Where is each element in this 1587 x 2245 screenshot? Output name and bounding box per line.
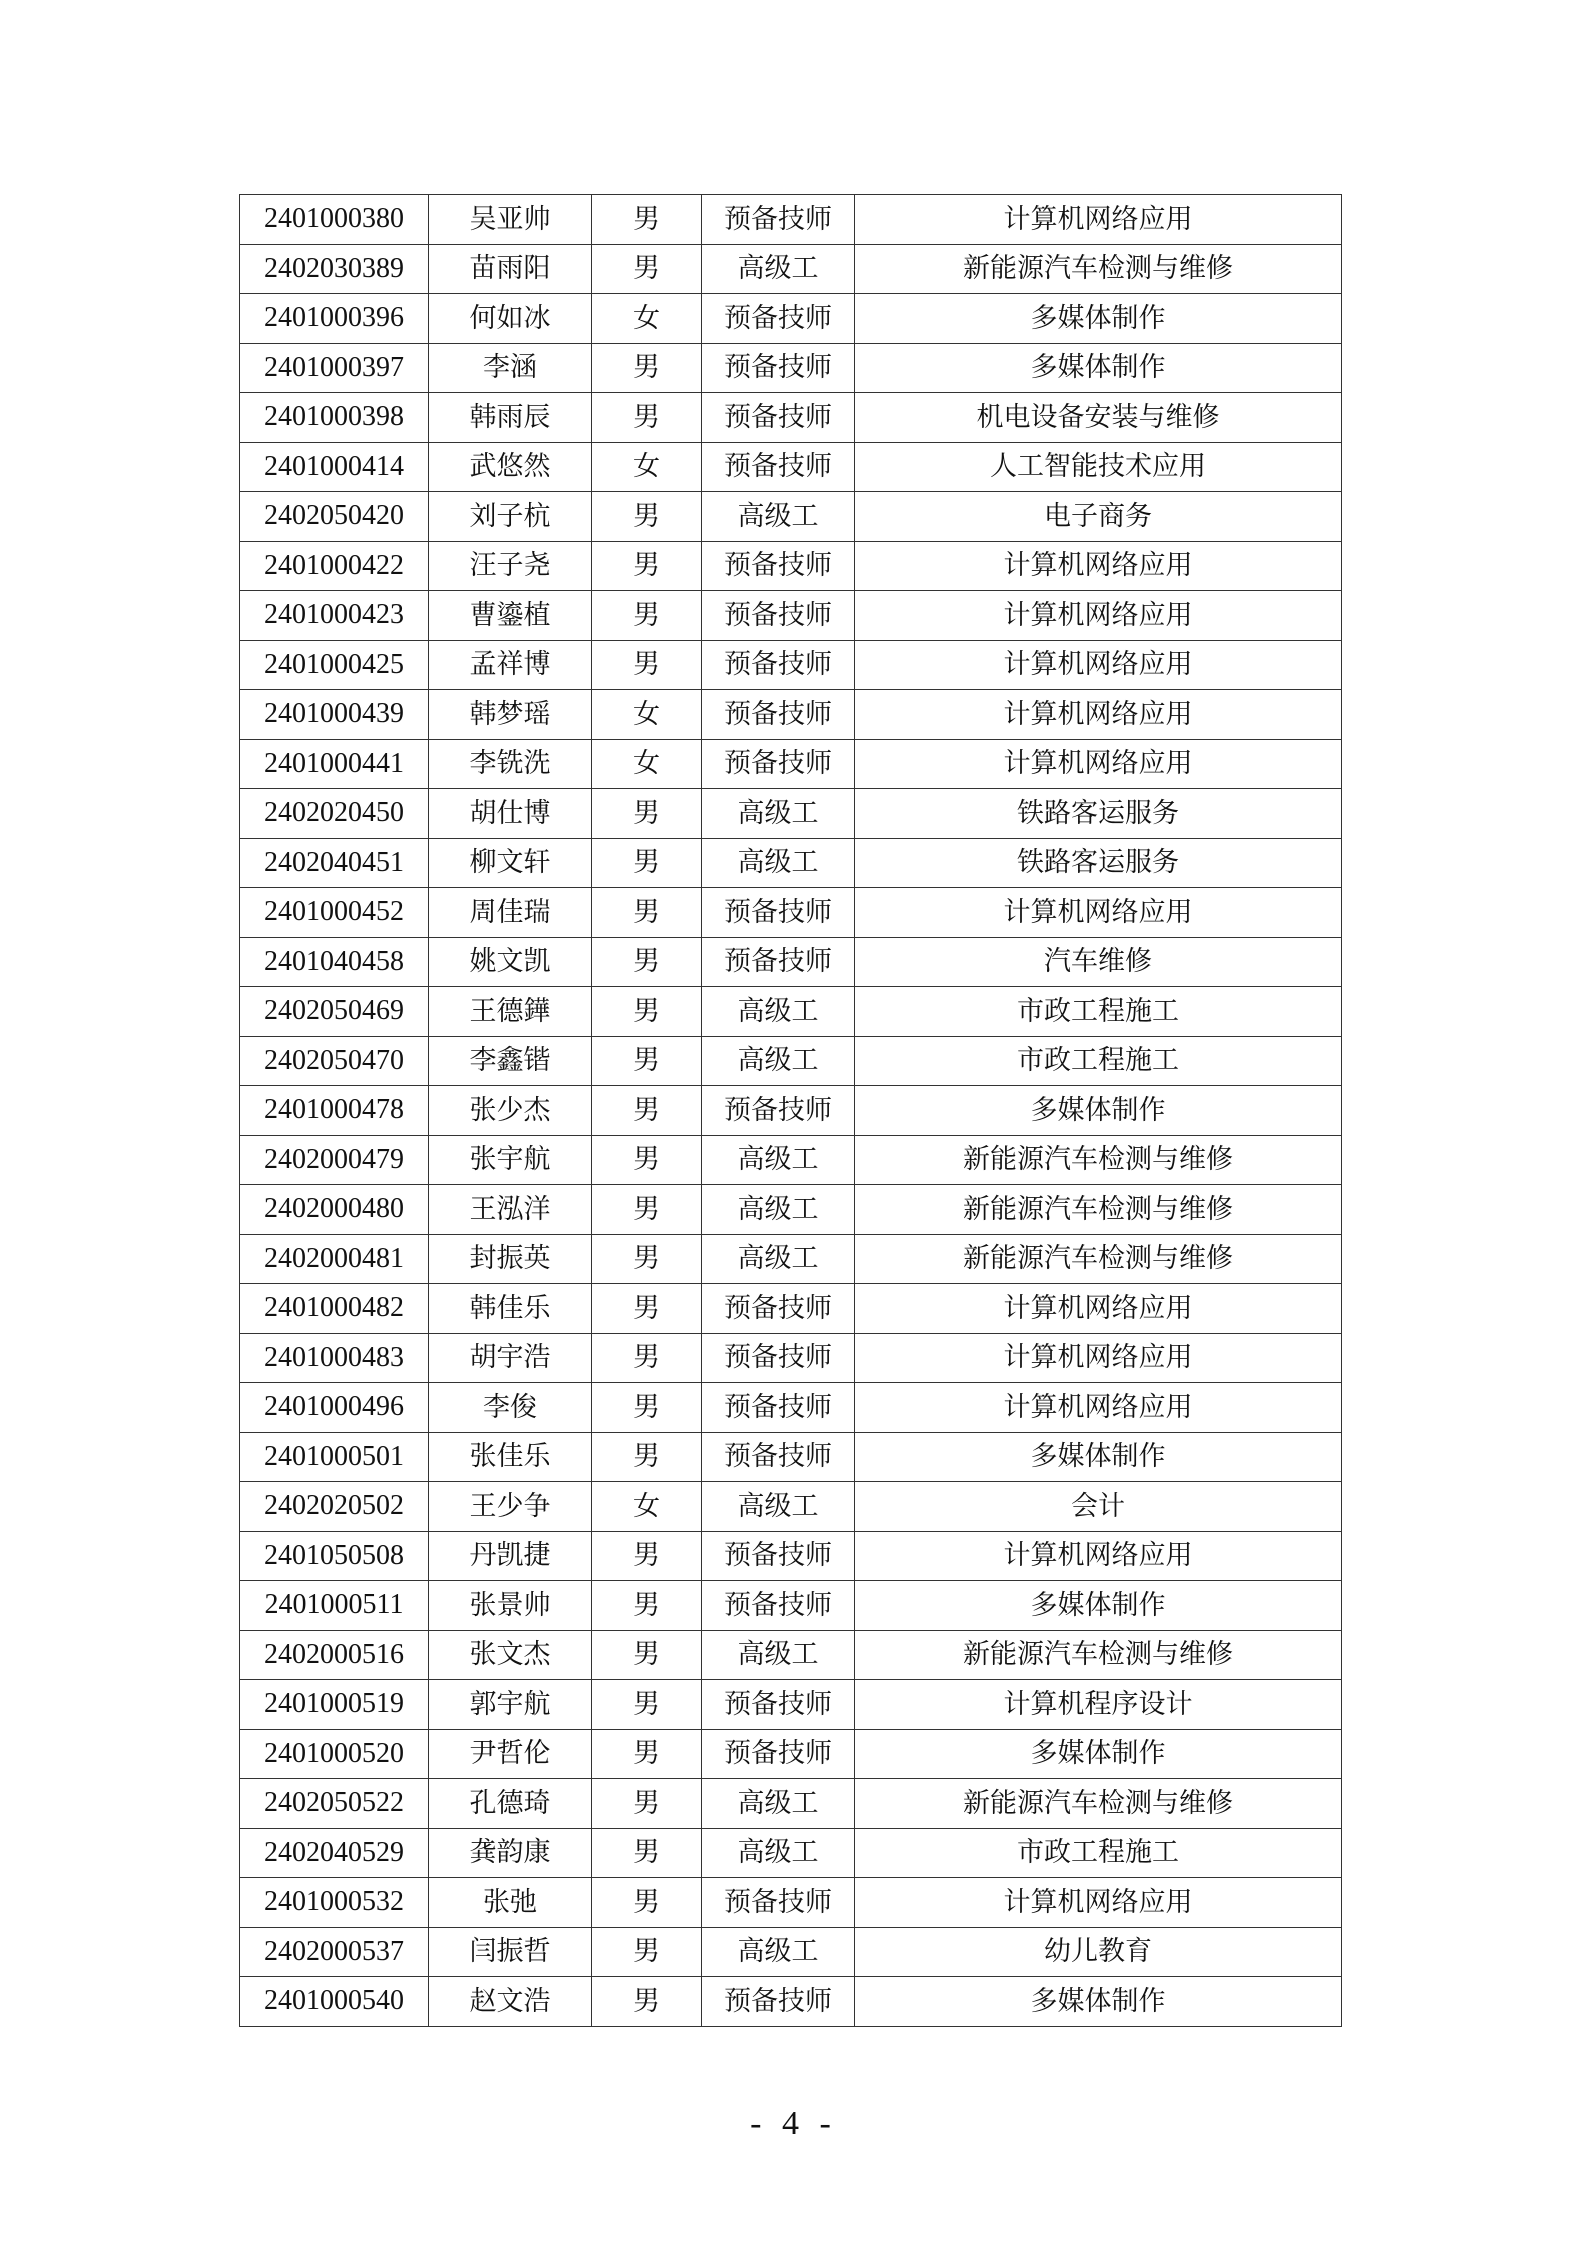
major-cell: 计算机程序设计: [855, 1680, 1342, 1730]
student-id-cell: 2402000481: [240, 1234, 429, 1284]
skill-level-cell: 预备技师: [702, 1729, 855, 1779]
gender-cell: 男: [592, 987, 702, 1037]
gender-cell: 男: [592, 1977, 702, 2027]
table-row: [240, 393, 1342, 443]
student-id-cell: 2401000397: [240, 343, 429, 393]
student-id-cell: 2401000380: [240, 195, 429, 245]
student-id-cell: 2401050508: [240, 1531, 429, 1581]
skill-level-cell: 预备技师: [702, 541, 855, 591]
table-row: [240, 1680, 1342, 1730]
student-name-cell: 李涵: [429, 343, 592, 393]
table-row: [240, 640, 1342, 690]
gender-cell: 男: [592, 1135, 702, 1185]
student-id-cell: 2401000452: [240, 888, 429, 938]
major-cell: 市政工程施工: [855, 1036, 1342, 1086]
major-cell: 多媒体制作: [855, 1729, 1342, 1779]
student-id-cell: 2402040451: [240, 838, 429, 888]
skill-level-cell: 高级工: [702, 1630, 855, 1680]
major-cell: 计算机网络应用: [855, 541, 1342, 591]
skill-level-cell: 预备技师: [702, 591, 855, 641]
student-id-cell: 2401000439: [240, 690, 429, 740]
table-row: [240, 739, 1342, 789]
student-name-cell: 苗雨阳: [429, 244, 592, 294]
table-row: [240, 1234, 1342, 1284]
student-name-cell: 张宇航: [429, 1135, 592, 1185]
major-cell: 计算机网络应用: [855, 1878, 1342, 1928]
major-cell: 计算机网络应用: [855, 690, 1342, 740]
skill-level-cell: 预备技师: [702, 640, 855, 690]
table-row: [240, 294, 1342, 344]
major-cell: 汽车维修: [855, 937, 1342, 987]
student-name-cell: 张文杰: [429, 1630, 592, 1680]
student-name-cell: 张弛: [429, 1878, 592, 1928]
major-cell: 新能源汽车检测与维修: [855, 1135, 1342, 1185]
student-id-cell: 2402000516: [240, 1630, 429, 1680]
student-name-cell: 王少争: [429, 1482, 592, 1532]
skill-level-cell: 预备技师: [702, 1680, 855, 1730]
skill-level-cell: 高级工: [702, 1828, 855, 1878]
gender-cell: 男: [592, 1234, 702, 1284]
major-cell: 铁路客运服务: [855, 838, 1342, 888]
student-id-cell: 2402030389: [240, 244, 429, 294]
table-row: [240, 1036, 1342, 1086]
gender-cell: 男: [592, 591, 702, 641]
table-row: [240, 1878, 1342, 1928]
student-id-cell: 2402050420: [240, 492, 429, 542]
skill-level-cell: 高级工: [702, 1482, 855, 1532]
student-id-cell: 2401000519: [240, 1680, 429, 1730]
student-id-cell: 2402040529: [240, 1828, 429, 1878]
student-id-cell: 2401000532: [240, 1878, 429, 1928]
student-name-cell: 孟祥博: [429, 640, 592, 690]
major-cell: 计算机网络应用: [855, 1284, 1342, 1334]
major-cell: 多媒体制作: [855, 1977, 1342, 2027]
skill-level-cell: 预备技师: [702, 343, 855, 393]
gender-cell: 男: [592, 1581, 702, 1631]
table-row: [240, 888, 1342, 938]
gender-cell: 男: [592, 1036, 702, 1086]
skill-level-cell: 预备技师: [702, 1086, 855, 1136]
student-id-cell: 2401000496: [240, 1383, 429, 1433]
table-row: [240, 1779, 1342, 1829]
skill-level-cell: 预备技师: [702, 1383, 855, 1433]
student-name-cell: 尹哲伦: [429, 1729, 592, 1779]
gender-cell: 女: [592, 1482, 702, 1532]
student-name-cell: 李铣洗: [429, 739, 592, 789]
table-row: [240, 195, 1342, 245]
skill-level-cell: 预备技师: [702, 1333, 855, 1383]
gender-cell: 男: [592, 838, 702, 888]
gender-cell: 男: [592, 1729, 702, 1779]
gender-cell: 男: [592, 492, 702, 542]
student-name-cell: 武悠然: [429, 442, 592, 492]
table-row: [240, 1828, 1342, 1878]
gender-cell: 女: [592, 294, 702, 344]
major-cell: 电子商务: [855, 492, 1342, 542]
student-id-cell: 2401000483: [240, 1333, 429, 1383]
student-id-cell: 2401000482: [240, 1284, 429, 1334]
student-id-cell: 2401000511: [240, 1581, 429, 1631]
skill-level-cell: 高级工: [702, 1036, 855, 1086]
major-cell: 新能源汽车检测与维修: [855, 1185, 1342, 1235]
student-name-cell: 赵文浩: [429, 1977, 592, 2027]
gender-cell: 男: [592, 393, 702, 443]
student-id-cell: 2401000422: [240, 541, 429, 591]
major-cell: 机电设备安装与维修: [855, 393, 1342, 443]
student-id-cell: 2401000520: [240, 1729, 429, 1779]
student-name-cell: 闫振哲: [429, 1927, 592, 1977]
gender-cell: 男: [592, 1680, 702, 1730]
gender-cell: 男: [592, 1333, 702, 1383]
student-id-cell: 2402020450: [240, 789, 429, 839]
skill-level-cell: 高级工: [702, 1135, 855, 1185]
major-cell: 铁路客运服务: [855, 789, 1342, 839]
student-name-cell: 汪子尧: [429, 541, 592, 591]
student-name-cell: 龚韵康: [429, 1828, 592, 1878]
major-cell: 市政工程施工: [855, 1828, 1342, 1878]
student-id-cell: 2402020502: [240, 1482, 429, 1532]
table-row: [240, 1977, 1342, 2027]
student-name-cell: 韩雨辰: [429, 393, 592, 443]
student-name-cell: 孔德琦: [429, 1779, 592, 1829]
student-id-cell: 2402050470: [240, 1036, 429, 1086]
major-cell: 计算机网络应用: [855, 195, 1342, 245]
skill-level-cell: 高级工: [702, 492, 855, 542]
skill-level-cell: 预备技师: [702, 739, 855, 789]
table-row: [240, 1185, 1342, 1235]
student-name-cell: 张景帅: [429, 1581, 592, 1631]
student-name-cell: 李俊: [429, 1383, 592, 1433]
table-row: [240, 591, 1342, 641]
student-id-cell: 2401000478: [240, 1086, 429, 1136]
gender-cell: 女: [592, 690, 702, 740]
table-row: [240, 1630, 1342, 1680]
gender-cell: 男: [592, 1779, 702, 1829]
student-id-cell: 2401000398: [240, 393, 429, 443]
student-id-cell: 2402000479: [240, 1135, 429, 1185]
major-cell: 计算机网络应用: [855, 1383, 1342, 1433]
skill-level-cell: 高级工: [702, 1779, 855, 1829]
major-cell: 新能源汽车检测与维修: [855, 1779, 1342, 1829]
student-id-cell: 2401000414: [240, 442, 429, 492]
skill-level-cell: 预备技师: [702, 294, 855, 344]
student-id-cell: 2402050469: [240, 987, 429, 1037]
skill-level-cell: 预备技师: [702, 393, 855, 443]
major-cell: 幼儿教育: [855, 1927, 1342, 1977]
table-row: [240, 1482, 1342, 1532]
skill-level-cell: 高级工: [702, 1234, 855, 1284]
major-cell: 计算机网络应用: [855, 640, 1342, 690]
table-row: [240, 1729, 1342, 1779]
skill-level-cell: 预备技师: [702, 1284, 855, 1334]
major-cell: 多媒体制作: [855, 343, 1342, 393]
table-row: [240, 1383, 1342, 1433]
student-id-cell: 2401040458: [240, 937, 429, 987]
table-row: [240, 442, 1342, 492]
student-name-cell: 姚文凯: [429, 937, 592, 987]
student-name-cell: 刘子杭: [429, 492, 592, 542]
student-name-cell: 韩佳乐: [429, 1284, 592, 1334]
gender-cell: 男: [592, 1531, 702, 1581]
student-id-cell: 2402050522: [240, 1779, 429, 1829]
student-name-cell: 柳文轩: [429, 838, 592, 888]
skill-level-cell: 预备技师: [702, 1531, 855, 1581]
student-name-cell: 张佳乐: [429, 1432, 592, 1482]
major-cell: 会计: [855, 1482, 1342, 1532]
gender-cell: 男: [592, 888, 702, 938]
student-name-cell: 曹鎏植: [429, 591, 592, 641]
table-row: [240, 1432, 1342, 1482]
page-number: - 4 -: [750, 2105, 837, 2142]
gender-cell: 男: [592, 343, 702, 393]
table-row: [240, 1531, 1342, 1581]
skill-level-cell: 预备技师: [702, 1432, 855, 1482]
skill-level-cell: 预备技师: [702, 937, 855, 987]
student-id-cell: 2401000396: [240, 294, 429, 344]
gender-cell: 男: [592, 195, 702, 245]
student-name-cell: 胡宇浩: [429, 1333, 592, 1383]
gender-cell: 男: [592, 541, 702, 591]
table-row: [240, 343, 1342, 393]
major-cell: 计算机网络应用: [855, 1531, 1342, 1581]
student-name-cell: 丹凯捷: [429, 1531, 592, 1581]
table-row: [240, 1284, 1342, 1334]
student-id-cell: 2402000537: [240, 1927, 429, 1977]
table-row: [240, 492, 1342, 542]
student-name-cell: 郭宇航: [429, 1680, 592, 1730]
table-row: [240, 1086, 1342, 1136]
skill-level-cell: 预备技师: [702, 690, 855, 740]
major-cell: 新能源汽车检测与维修: [855, 1234, 1342, 1284]
skill-level-cell: 高级工: [702, 987, 855, 1037]
student-id-cell: 2402000480: [240, 1185, 429, 1235]
table-row: [240, 789, 1342, 839]
major-cell: 计算机网络应用: [855, 591, 1342, 641]
table-row: [240, 1333, 1342, 1383]
student-name-cell: 胡仕博: [429, 789, 592, 839]
skill-level-cell: 高级工: [702, 1927, 855, 1977]
gender-cell: 男: [592, 1086, 702, 1136]
student-id-cell: 2401000540: [240, 1977, 429, 2027]
student-id-cell: 2401000423: [240, 591, 429, 641]
table-row: [240, 541, 1342, 591]
skill-level-cell: 高级工: [702, 838, 855, 888]
student-name-cell: 张少杰: [429, 1086, 592, 1136]
student-name-cell: 何如冰: [429, 294, 592, 344]
skill-level-cell: 预备技师: [702, 1581, 855, 1631]
skill-level-cell: 预备技师: [702, 888, 855, 938]
table-row: [240, 1927, 1342, 1977]
gender-cell: 女: [592, 442, 702, 492]
gender-cell: 男: [592, 1878, 702, 1928]
table-row: [240, 937, 1342, 987]
major-cell: 人工智能技术应用: [855, 442, 1342, 492]
gender-cell: 男: [592, 244, 702, 294]
major-cell: 多媒体制作: [855, 1581, 1342, 1631]
major-cell: 新能源汽车检测与维修: [855, 1630, 1342, 1680]
student-id-cell: 2401000441: [240, 739, 429, 789]
major-cell: 市政工程施工: [855, 987, 1342, 1037]
gender-cell: 男: [592, 1828, 702, 1878]
table-row: [240, 838, 1342, 888]
student-id-cell: 2401000501: [240, 1432, 429, 1482]
table-row: [240, 1581, 1342, 1631]
table-row: [240, 690, 1342, 740]
gender-cell: 男: [592, 1284, 702, 1334]
skill-level-cell: 预备技师: [702, 1977, 855, 2027]
major-cell: 多媒体制作: [855, 294, 1342, 344]
student-name-cell: 周佳瑞: [429, 888, 592, 938]
student-name-cell: 李鑫锴: [429, 1036, 592, 1086]
table-row: [240, 1135, 1342, 1185]
student-name-cell: 王德鏵: [429, 987, 592, 1037]
skill-level-cell: 预备技师: [702, 1878, 855, 1928]
major-cell: 计算机网络应用: [855, 888, 1342, 938]
gender-cell: 男: [592, 789, 702, 839]
skill-level-cell: 高级工: [702, 789, 855, 839]
student-name-cell: 王泓洋: [429, 1185, 592, 1235]
table-row: [240, 987, 1342, 1037]
skill-level-cell: 预备技师: [702, 442, 855, 492]
student-name-cell: 韩梦瑶: [429, 690, 592, 740]
gender-cell: 男: [592, 1630, 702, 1680]
major-cell: 计算机网络应用: [855, 739, 1342, 789]
student-id-cell: 2401000425: [240, 640, 429, 690]
major-cell: 新能源汽车检测与维修: [855, 244, 1342, 294]
skill-level-cell: 高级工: [702, 1185, 855, 1235]
roster-body: [240, 195, 1342, 2027]
gender-cell: 男: [592, 937, 702, 987]
table-row: [240, 244, 1342, 294]
gender-cell: 男: [592, 1927, 702, 1977]
gender-cell: 女: [592, 739, 702, 789]
gender-cell: 男: [592, 1432, 702, 1482]
major-cell: 计算机网络应用: [855, 1333, 1342, 1383]
skill-level-cell: 高级工: [702, 244, 855, 294]
student-name-cell: 封振英: [429, 1234, 592, 1284]
major-cell: 多媒体制作: [855, 1432, 1342, 1482]
student-roster-table: [239, 194, 1342, 2027]
major-cell: 多媒体制作: [855, 1086, 1342, 1136]
student-name-cell: 吴亚帅: [429, 195, 592, 245]
gender-cell: 男: [592, 640, 702, 690]
gender-cell: 男: [592, 1383, 702, 1433]
skill-level-cell: 预备技师: [702, 195, 855, 245]
gender-cell: 男: [592, 1185, 702, 1235]
